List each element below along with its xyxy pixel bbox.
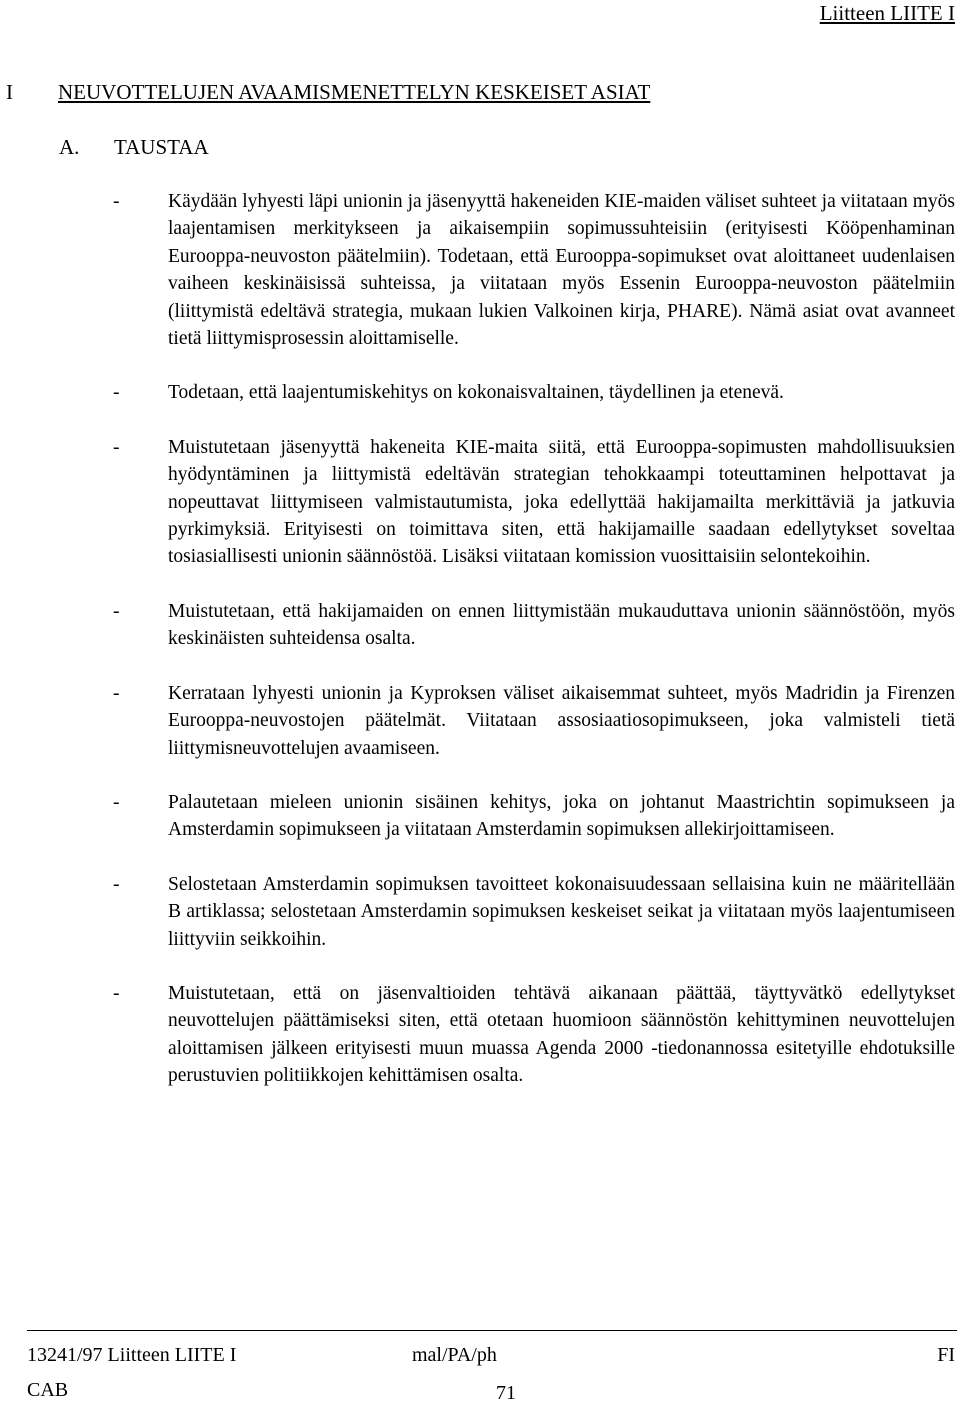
list-item-text: Muistutetaan, että on jäsenvaltioiden tehtävä aikanaan päättää, täyttyvätkö edellytykset neuvottelujen päättämiseksi siten, että otetaan huomioon säännöstön kehittyminen neuvottelujen aloittamisen jälkeen erityisesti muun muassa Agenda 2000 -tiedonannossa esitetyille ehdotuksille perustuvien politiikkojen kehittämisen osalta. [168,982,955,1087]
list-item-text: Selostetaan Amsterdamin sopimuksen tavoitteet kokonaisuudessaan sellaisina kuin ne määritellään B artiklassa; selostetaan Amsterdamin sopimuksen keskeiset seikat ja viitataan myös laajentumiseen liittyviin seikkoihin. [168,873,955,950]
bullet-dash: - [113,436,120,458]
bullet-dash: - [113,982,120,1004]
bullet-dash: - [113,600,120,622]
section-heading [6,79,650,105]
subsection-heading [59,134,209,160]
section-number: I [6,80,13,104]
page-number: 71 [496,1382,516,1404]
section-title: NEUVOTTELUJEN AVAAMISMENETTELYN KESKEISET ASIAT [58,80,651,104]
footer-language: FI [937,1344,955,1366]
list-item [0,598,960,653]
list-item-text: Käydään lyhyesti läpi unionin ja jäsenyyttä hakeneiden KIE-maiden väliset suhteet ja viitataan myös laajentamisen merkitykseen ja aikaisempiin sopimussuhteisiin (erityisesti Kööpenhaminan Eurooppa-neuvoston päätelmiin). Todetaan, että Eurooppa-sopimukset ovat aloittaneet uudenlaisen vaiheen keskinäisissä suhteissa, ja viitataan myös Essenin Eurooppa-neuvoston päätelmiin (liittymistä edeltävä strategia, mukaan lukien Valkoinen kirja, PHARE). Nämä asiat ovat avanneet tietä liittymisprosessin aloittamiselle. [168,191,955,350]
list-item-text: Kerrataan lyhyesti unionin ja Kyproksen väliset aikaisemmat suhteet, myös Madridin ja Firenzen Eurooppa-neuvostojen päätelmät. Viitataan assosiaatiosopimukseen, joka valmisteli tietä liittymisneuvottelujen avaamiseen. [168,682,955,759]
annex-label: Liitteen LIITE I [819,1,955,25]
footer-department: CAB [27,1379,69,1401]
list-item [0,980,960,1090]
bullet-list [0,188,960,1117]
list-item [0,871,960,953]
footer-divider [27,1330,957,1331]
list-item [0,188,960,352]
list-item-text: Muistutetaan, että hakijamaiden on ennen liittymistään mukauduttava unionin säännöstöön, myös keskinäisten suhteidensa osalta. [168,600,955,650]
list-item [0,379,960,406]
list-item-text: Palautetaan mieleen unionin sisäinen kehitys, joka on johtanut Maastrichtin sopimukseen ja Amsterdamin sopimukseen ja viitataan Amsterdamin sopimuksen allekirjoittamiseen. [168,791,955,841]
list-item [0,434,960,571]
list-item-text: Muistutetaan jäsenyyttä hakeneita KIE-maita siitä, että Eurooppa-sopimusten mahdollisuuksien hyödyntäminen ja liittymistä edeltävän strategian tehokkaampi toteuttaminen helpottavat ja nopeuttavat liittymiseen valmistautumista, joka edellyttää hakijamailta merkittäviä ja jatkuvia pyrkimyksiä. Erityisesti on toimittava siten, että hakijamaille saadaan edellytykset soveltaa tosiasiallisesti unionin säännöstöä. Lisäksi viitataan komission vuosittaisiin selontekoihin. [168,436,955,568]
footer-initials: mal/PA/ph [412,1344,497,1366]
bullet-dash: - [113,873,120,895]
subsection-number: A. [59,135,80,159]
footer-doc-ref: 13241/97 Liitteen LIITE I [27,1344,237,1366]
bullet-dash: - [113,382,120,404]
list-item [0,789,960,844]
bullet-dash: - [113,191,120,212]
subsection-title: TAUSTAA [114,135,209,159]
bullet-dash: - [113,791,120,813]
bullet-dash: - [113,682,120,704]
list-item-text: Todetaan, että laajentumiskehitys on kokonaisvaltainen, täydellinen ja etenevä. [168,382,784,404]
list-item [0,680,960,762]
